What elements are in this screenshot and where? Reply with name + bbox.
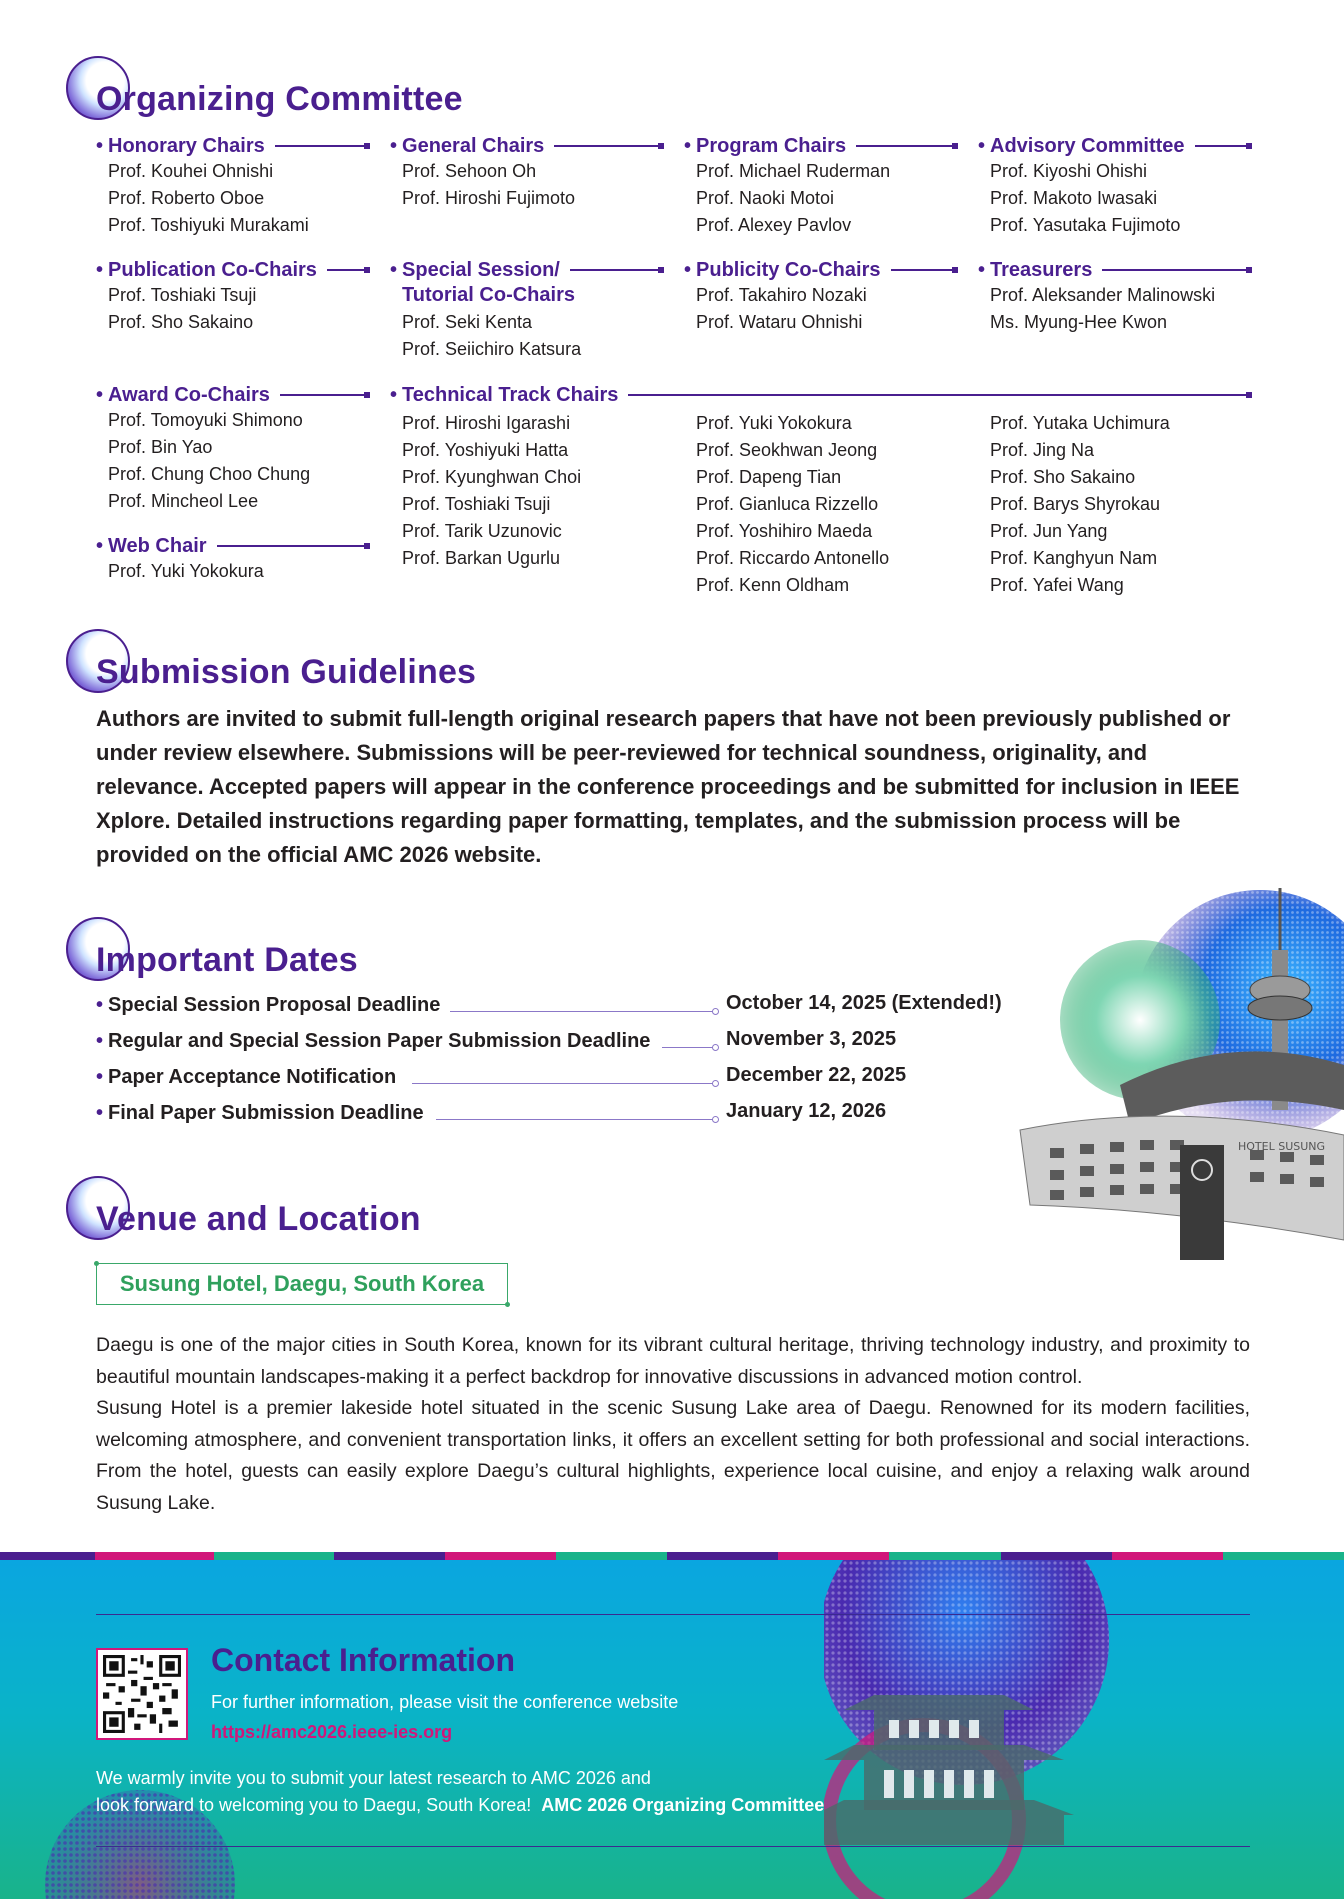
- group-title: Special Session/: [402, 258, 560, 281]
- invite-line: We warmly invite you to submit your latest research to AMC 2026 and: [96, 1768, 651, 1788]
- date-value: January 12, 2026: [726, 1100, 887, 1122]
- member: Prof. Yoshiyuki Hatta: [402, 440, 569, 460]
- venue-paragraph: Susung Hotel is a premier lakeside hotel situated in the scenic Susung Lake area of Daegu. Renowned for its modern facilities, welcoming atmosphere, and convenient transportation links, it offers an excellent setting for both professional and social interactions. From the hotel, guests can easily explore Daegu’s cultural highlights, experience local cuisine, and enjoy a relaxing walk around Susung Lake.: [96, 1397, 1250, 1514]
- member: Prof. Yoshihiro Maeda: [696, 521, 873, 541]
- member: Prof. Toshiyuki Murakami: [108, 215, 309, 235]
- member: Prof. Yuki Yokokura: [696, 413, 852, 433]
- general-chairs: • General Chairs Prof. Sehoon Oh Prof. Hiroshi Fujimoto: [390, 134, 662, 212]
- divider: [891, 269, 957, 271]
- divider: [280, 394, 368, 396]
- committee-title: Organizing Committee: [96, 80, 463, 118]
- member: Prof. Takahiro Nozaki: [696, 285, 867, 305]
- member: Prof. Kouhei Ohnishi: [108, 161, 274, 181]
- date-row: • Paper Acceptance Notification: [96, 1062, 396, 1092]
- contact-description: For further information, please visit the conference website: [211, 1692, 679, 1712]
- member: Prof. Makoto Iwasaki: [990, 188, 1158, 208]
- award-co-chairs: • Award Co-Chairs Prof. Tomoyuki Shimono Prof. Bin Yao Prof. Chung Choo Chung Prof. Mincheol Lee: [96, 383, 368, 515]
- footer-divider: [96, 1846, 1250, 1847]
- member: Prof. Gianluca Rizzello: [696, 494, 879, 514]
- pagoda-illustration: [824, 1560, 1344, 1899]
- member: Prof. Sehoon Oh: [402, 161, 537, 181]
- member: Prof. Jun Yang: [990, 521, 1108, 541]
- member: Prof. Wataru Ohnishi: [696, 312, 863, 332]
- member: Prof. Barys Shyrokau: [990, 494, 1161, 514]
- honorary-chairs: • Honorary Chairs Prof. Kouhei Ohnishi Prof. Roberto Oboe Prof. Toshiyuki Murakami: [96, 134, 368, 239]
- date-leader: [450, 1011, 714, 1012]
- member: Prof. Hiroshi Igarashi: [402, 413, 571, 433]
- venue-location-box: Susung Hotel, Daegu, South Korea: [96, 1263, 508, 1305]
- divider: [628, 394, 1250, 396]
- date-leader: [662, 1047, 714, 1048]
- date-value: October 14, 2025 (Extended!): [726, 992, 1002, 1014]
- technical-col-2: [684, 410, 889, 599]
- member: Ms. Myung-Hee Kwon: [990, 312, 1168, 332]
- member: Prof. Naoki Motoi: [696, 188, 835, 208]
- hotel-sign: HOTEL SUSUNG: [1238, 1140, 1326, 1153]
- date-leader: [436, 1119, 714, 1120]
- member: Prof. Yutaka Uchimura: [990, 413, 1170, 433]
- member: Prof. Roberto Oboe: [108, 188, 265, 208]
- date-row: • Special Session Proposal Deadline: [96, 990, 440, 1020]
- group-title: Technical Track Chairs: [402, 383, 619, 406]
- member: Prof. Kenn Oldham: [696, 575, 850, 595]
- submission-text: Authors are invited to submit full-length original research papers that have not been previously published or under review elsewhere. Submissions will be peer-reviewed for technical soundness, originality, and relevance. Accepted papers will appear in the conference proceedings and be submitted for inclusion in IEEE Xplore. Detailed instructions regarding paper formatting, templates, and the submission process will be provided on the official AMC 2026 website.: [96, 706, 1240, 867]
- group-title-line2: Tutorial Co-Chairs: [402, 284, 575, 306]
- technical-track-chairs: • Technical Track Chairs: [390, 383, 1250, 407]
- date-row: • Regular and Special Session Paper Submission Deadline: [96, 1026, 650, 1056]
- member: Prof. Jing Na: [990, 440, 1095, 460]
- member: Prof. Mincheol Lee: [108, 491, 259, 511]
- program-chairs: • Program Chairs Prof. Michael Ruderman Prof. Naoki Motoi Prof. Alexey Pavlov: [684, 134, 956, 239]
- hotel-illustration: [1010, 880, 1344, 1300]
- member: Prof. Seki Kenta: [402, 312, 533, 332]
- publication-co-chairs: • Publication Co-Chairs Prof. Toshiaki Tsuji Prof. Sho Sakaino: [96, 258, 368, 336]
- member: Prof. Chung Choo Chung: [108, 464, 311, 484]
- divider: [327, 269, 368, 271]
- member: Prof. Seiichiro Katsura: [402, 339, 582, 359]
- member: Prof. Toshiaki Tsuji: [108, 285, 257, 305]
- group-title: General Chairs: [402, 134, 545, 157]
- group-title: Award Co-Chairs: [108, 383, 270, 406]
- date-value: December 22, 2025: [726, 1064, 907, 1086]
- date-row: • Final Paper Submission Deadline: [96, 1098, 424, 1128]
- member: Prof. Yuki Yokokura: [108, 561, 264, 581]
- group-title: Publication Co-Chairs: [108, 258, 317, 281]
- member: Prof. Barkan Ugurlu: [402, 548, 561, 568]
- member: Prof. Bin Yao: [108, 437, 213, 457]
- dates-title: Important Dates: [96, 941, 358, 979]
- member: Prof. Aleksander Malinowski: [990, 285, 1216, 305]
- venue-description: [96, 1330, 1250, 1519]
- treasurers: • Treasurers Prof. Aleksander Malinowski Ms. Myung-Hee Kwon: [978, 258, 1250, 336]
- divider: [1102, 269, 1250, 271]
- member: Prof. Yafei Wang: [990, 575, 1124, 595]
- date-label: Regular and Special Session Paper Submission Deadline: [108, 1029, 651, 1052]
- date-label: Final Paper Submission Deadline: [108, 1101, 424, 1124]
- divider: [554, 145, 662, 147]
- divider: [217, 545, 368, 547]
- qr-code[interactable]: [96, 1648, 188, 1740]
- date-leader: [412, 1083, 714, 1084]
- group-title: Program Chairs: [696, 134, 847, 157]
- venue-paragraph: Daegu is one of the major cities in South Korea, known for its vibrant cultural heritage, thriving technology industry, and proximity to beautiful mountain landscapes-making it a perfect backdrop for innovative discussions in advanced motion control.: [96, 1334, 1250, 1388]
- contact-title: Contact Information: [211, 1642, 515, 1678]
- technical-col-3: [978, 410, 1170, 599]
- date-value: November 3, 2025: [726, 1028, 897, 1050]
- member: Prof. Tomoyuki Shimono: [108, 410, 303, 430]
- group-title: Web Chair: [108, 534, 207, 557]
- advisory-committee: • Advisory Committee Prof. Kiyoshi Ohishi Prof. Makoto Iwasaki Prof. Yasutaka Fujimoto: [978, 134, 1250, 239]
- color-stripe: [0, 1552, 1344, 1560]
- member: Prof. Kiyoshi Ohishi: [990, 161, 1148, 181]
- member: Prof. Alexey Pavlov: [696, 215, 852, 235]
- divider: [856, 145, 956, 147]
- signature: AMC 2026 Organizing Committee: [541, 1795, 825, 1815]
- member: Prof. Sho Sakaino: [108, 312, 254, 332]
- footer-divider: [96, 1614, 1250, 1615]
- group-title: Publicity Co-Chairs: [696, 258, 881, 281]
- web-chair: • Web Chair Prof. Yuki Yokokura: [96, 534, 368, 585]
- date-label: Paper Acceptance Notification: [108, 1065, 397, 1088]
- venue-title: Venue and Location: [96, 1200, 421, 1238]
- member: Prof. Dapeng Tian: [696, 467, 842, 487]
- group-title: Treasurers: [990, 258, 1093, 281]
- member: Prof. Michael Ruderman: [696, 161, 891, 181]
- qr-code-icon: [103, 1655, 181, 1733]
- contact-footer: [0, 1560, 1344, 1899]
- submission-title: Submission Guidelines: [96, 653, 477, 691]
- invite-line: look forward to welcoming you to Daegu, South Korea!: [96, 1795, 532, 1815]
- member: Prof. Yasutaka Fujimoto: [990, 215, 1181, 235]
- divider: [275, 145, 368, 147]
- invitation-text: [96, 1765, 824, 1819]
- publicity-co-chairs: • Publicity Co-Chairs Prof. Takahiro Nozaki Prof. Wataru Ohnishi: [684, 258, 956, 336]
- member: Prof. Tarik Uzunovic: [402, 521, 562, 541]
- member: Prof. Seokhwan Jeong: [696, 440, 878, 460]
- divider: [570, 269, 662, 271]
- website-link[interactable]: https://amc2026.ieee-ies.org: [211, 1722, 453, 1742]
- member: Prof. Kyunghwan Choi: [402, 467, 582, 487]
- date-label: Special Session Proposal Deadline: [108, 993, 441, 1016]
- special-session-chairs: • Special Session/ Tutorial Co-Chairs Prof. Seki Kenta Prof. Seiichiro Katsura: [390, 258, 662, 363]
- member: Prof. Riccardo Antonello: [696, 548, 890, 568]
- member: Prof. Kanghyun Nam: [990, 548, 1158, 568]
- group-title: Advisory Committee: [990, 134, 1185, 157]
- technical-col-1: [390, 410, 581, 572]
- member: Prof. Sho Sakaino: [990, 467, 1136, 487]
- group-title: Honorary Chairs: [108, 134, 265, 157]
- member: Prof. Hiroshi Fujimoto: [402, 188, 576, 208]
- member: Prof. Toshiaki Tsuji: [402, 494, 551, 514]
- divider: [1195, 145, 1250, 147]
